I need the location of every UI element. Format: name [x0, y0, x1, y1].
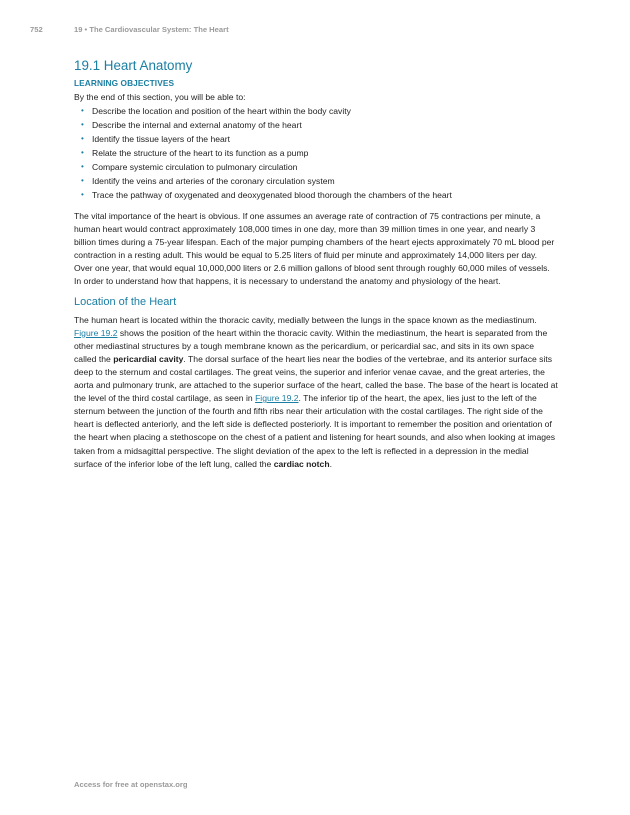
- objective-text: Describe the internal and external anatomy of the heart: [92, 120, 302, 130]
- key-term: pericardial cavity: [113, 353, 184, 364]
- learning-objectives-intro: By the end of this section, you will be able to:: [74, 92, 246, 102]
- section-title: 19.1 Heart Anatomy: [74, 58, 193, 73]
- paragraph-text: . The dorsal surface of the heart lies near the bodies of the vertebrae, and its anterior surface sits deep to the sternum and costal cartilages. The great veins, the superior and inferior venae cavae, and the great arteries, the aorta and pulmonary trunk, are attached to the superior surface of the heart, called the base. The base of the heart is located at the level of the third costal cartilage, as seen in: [74, 353, 558, 404]
- key-term: cardiac notch: [273, 458, 330, 469]
- objective-item: [81, 118, 558, 132]
- objective-item: [81, 160, 558, 174]
- page-content: [74, 58, 558, 471]
- learning-objectives-list: [74, 104, 558, 202]
- learning-objectives-heading: LEARNING OBJECTIVES: [74, 78, 175, 88]
- page-number: 752: [30, 25, 43, 34]
- bullet-icon: •: [81, 148, 84, 157]
- bullet-icon: •: [81, 162, 84, 171]
- objective-item: [81, 188, 558, 202]
- figure-link[interactable]: Figure 19.2: [74, 327, 118, 338]
- paragraph-text: The human heart is located within the thoracic cavity, medially between the lungs in the space known as the mediastinum.: [74, 314, 537, 325]
- paragraph-text: .: [329, 458, 332, 469]
- objective-text: Identify the veins and arteries of the coronary circulation system: [92, 176, 335, 186]
- bullet-icon: •: [81, 190, 84, 199]
- paragraph-text: shows the position of the heart within the thoracic cavity. Within the mediastinum, the heart is separated from the other mediastinal structures by a tough membrane known as the pericardium, or pericardial sac, and sits in its own space called the: [74, 327, 548, 364]
- chapter-title: 19 • The Cardiovascular System: The Heart: [74, 25, 229, 34]
- bullet-icon: •: [81, 120, 84, 129]
- subsection-title: Location of the Heart: [74, 295, 177, 308]
- intro-paragraph: The vital importance of the heart is obvious. If one assumes an average rate of contraction of 75 contractions per minute, a human heart would contract approximately 108,000 times in one day, more than 39 million times in one year, and nearly 3 billion times during a 75-year lifespan. Each of the major pumping chambers of the heart ejects approximately 70 mL blood per contraction in a resting adult. This would be equal to 5.25 liters of fluid per minute and approximately 14,000 liters per day. Over one year, that would equal 10,000,000 liters or 2.6 million gallons of blood sent through roughly 60,000 miles of vessels. In order to understand how that happens, it is necessary to understand the anatomy and physiology of the heart.: [74, 211, 555, 287]
- objective-text: Relate the structure of the heart to its function as a pump: [92, 148, 309, 158]
- objective-text: Describe the location and position of the heart within the body cavity: [92, 106, 351, 116]
- objective-item: [81, 146, 558, 160]
- objective-text: Compare systemic circulation to pulmonary circulation: [92, 162, 298, 172]
- objective-item: [81, 174, 558, 188]
- bullet-icon: •: [81, 176, 84, 185]
- paragraph-text: . The inferior tip of the heart, the apex, lies just to the left of the sternum between the junction of the fourth and fifth ribs near their articulation with the costal cartilages. The right side of the heart is deflected anteriorly, and the left side is deflected posteriorly. It is important to remember the position and orientation of the heart when placing a stethoscope on the chest of a patient and listening for heart sounds, and also when looking at images taken from a midsagittal perspective. The slight deviation of the apex to the left is reflected in a depression in the medial surface of the inferior lobe of the left lung, called the: [74, 393, 556, 469]
- page-footer: Access for free at openstax.org: [74, 780, 188, 789]
- objective-item: [81, 132, 558, 146]
- bullet-icon: •: [81, 106, 84, 115]
- location-paragraph: [74, 314, 558, 471]
- objective-text: Trace the pathway of oxygenated and deoxygenated blood thorough the chambers of the heart: [92, 190, 452, 200]
- objective-item: [81, 104, 558, 118]
- figure-link[interactable]: Figure 19.2: [255, 393, 299, 404]
- objective-text: Identify the tissue layers of the heart: [92, 134, 231, 144]
- bullet-icon: •: [81, 134, 84, 143]
